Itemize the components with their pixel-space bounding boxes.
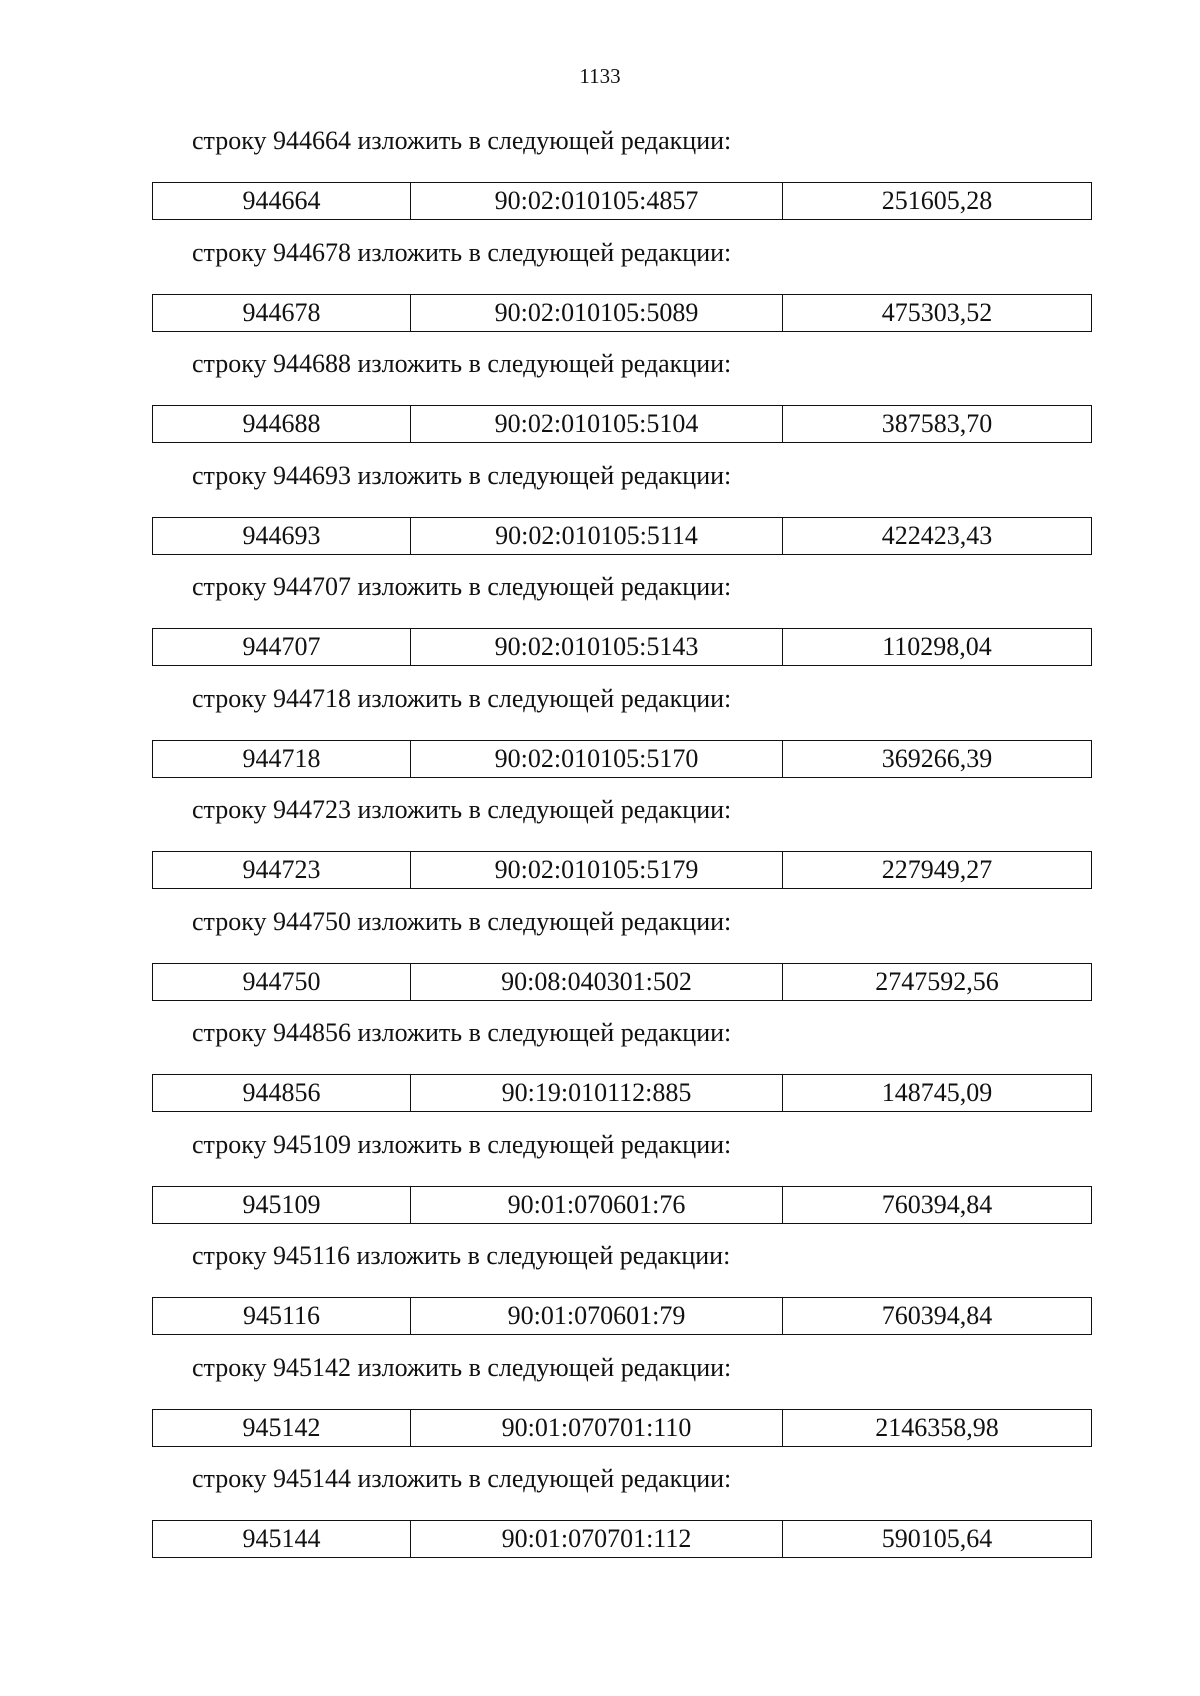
table-row: [152, 517, 1092, 555]
cadastral-number-cell: 90:02:010105:5143: [411, 629, 783, 665]
row-number-cell: 944693: [153, 518, 411, 554]
cadastral-number-cell: 90:02:010105:5170: [411, 741, 783, 777]
table-row: [152, 182, 1092, 220]
amendment-entry: [0, 1116, 1200, 1228]
amendment-entry: [0, 1227, 1200, 1339]
table-row: [152, 1520, 1092, 1558]
row-number-cell: 944718: [153, 741, 411, 777]
amendment-instruction: строку 944723 изложить в следующей редакции:: [192, 795, 732, 824]
table-row: [152, 628, 1092, 666]
amendment-entry: [0, 1339, 1200, 1451]
row-number-cell: 945144: [153, 1521, 411, 1557]
row-number-cell: 944678: [153, 295, 411, 331]
table-row: [152, 963, 1092, 1001]
table-row: [152, 851, 1092, 889]
cadastral-number-cell: 90:01:070701:110: [411, 1410, 783, 1446]
value-cell: 110298,04: [882, 632, 992, 661]
value-cell: 760394,84: [881, 1189, 993, 1219]
amendment-entry: [0, 112, 1200, 224]
row-number-cell: 944707: [153, 629, 411, 665]
amendment-entry: [0, 670, 1200, 782]
amendment-instruction: строку 945109 изложить в следующей редакции:: [192, 1129, 732, 1159]
value-cell: 422423,43: [881, 520, 993, 550]
cadastral-number-cell: 90:02:010105:5089: [411, 295, 783, 331]
amendment-entry: [0, 1450, 1200, 1562]
table-row: [152, 1409, 1092, 1447]
value-cell: 760394,84: [881, 1301, 993, 1330]
value-cell: 251605,28: [881, 186, 993, 215]
value-cell: 2146358,98: [875, 1412, 999, 1442]
amendment-instruction: строку 944707 изложить в следующей редакции:: [192, 572, 732, 601]
amendment-instruction: строку 945116 изложить в следующей редакции:: [192, 1241, 731, 1270]
cadastral-number-cell: 90:02:010105:4857: [411, 183, 783, 219]
amendment-entry: [0, 335, 1200, 447]
cadastral-number-cell: 90:19:010112:885: [411, 1075, 783, 1111]
table-row: [152, 405, 1092, 443]
amendment-instruction: строку 944693 изложить в следующей редакции:: [192, 460, 732, 490]
row-number-cell: 945109: [153, 1187, 411, 1223]
value-cell: 148745,09: [881, 1078, 993, 1107]
cadastral-number-cell: 90:01:070601:79: [411, 1298, 783, 1334]
amendment-instruction: строку 944664 изложить в следующей редакции:: [192, 126, 732, 155]
row-number-cell: 944723: [153, 852, 411, 888]
value-cell: 475303,52: [881, 297, 993, 327]
amendment-instruction: строку 944718 изложить в следующей редакции:: [192, 683, 732, 713]
row-number-cell: 945142: [153, 1410, 411, 1446]
page-number: 1133: [579, 64, 621, 88]
row-number-cell: 945116: [153, 1298, 411, 1334]
cadastral-number-cell: 90:08:040301:502: [411, 964, 783, 1000]
table-row: [152, 740, 1092, 778]
value-cell: 227949,27: [881, 855, 993, 884]
cadastral-number-cell: 90:01:070601:76: [411, 1187, 783, 1223]
row-number-cell: 944688: [153, 406, 411, 442]
cadastral-number-cell: 90:02:010105:5179: [411, 852, 783, 888]
amendment-instruction: строку 944856 изложить в следующей редакции:: [192, 1018, 732, 1047]
amendment-instruction: строку 945142 изложить в следующей редакции:: [192, 1352, 732, 1382]
amendment-entry: [0, 224, 1200, 336]
cadastral-number-cell: 90:01:070701:112: [411, 1521, 783, 1557]
amendment-entry: [0, 447, 1200, 559]
cadastral-number-cell: 90:02:010105:5104: [411, 406, 783, 442]
amendment-instruction: строку 944750 изложить в следующей редакции:: [192, 906, 732, 936]
row-number-cell: 944750: [153, 964, 411, 1000]
row-number-cell: 944664: [153, 183, 411, 219]
row-number-cell: 944856: [153, 1075, 411, 1111]
amendment-instruction: строку 944678 изложить в следующей редакции:: [192, 237, 732, 267]
amendment-entry: [0, 558, 1200, 670]
amendment-entry: [0, 893, 1200, 1005]
amendment-list: [0, 112, 1200, 1562]
amendment-instruction: строку 945144 изложить в следующей редакции:: [192, 1464, 732, 1493]
value-cell: 590105,64: [881, 1524, 993, 1553]
table-row: [152, 1297, 1092, 1335]
value-cell: 369266,39: [881, 743, 993, 773]
table-row: [152, 1074, 1092, 1112]
cadastral-number-cell: 90:02:010105:5114: [411, 518, 783, 554]
value-cell: 2747592,56: [875, 966, 999, 996]
amendment-instruction: строку 944688 изложить в следующей редакции:: [192, 349, 732, 378]
amendment-entry: [0, 1004, 1200, 1116]
value-cell: 387583,70: [881, 409, 993, 438]
table-row: [152, 1186, 1092, 1224]
table-row: [152, 294, 1092, 332]
amendment-entry: [0, 781, 1200, 893]
